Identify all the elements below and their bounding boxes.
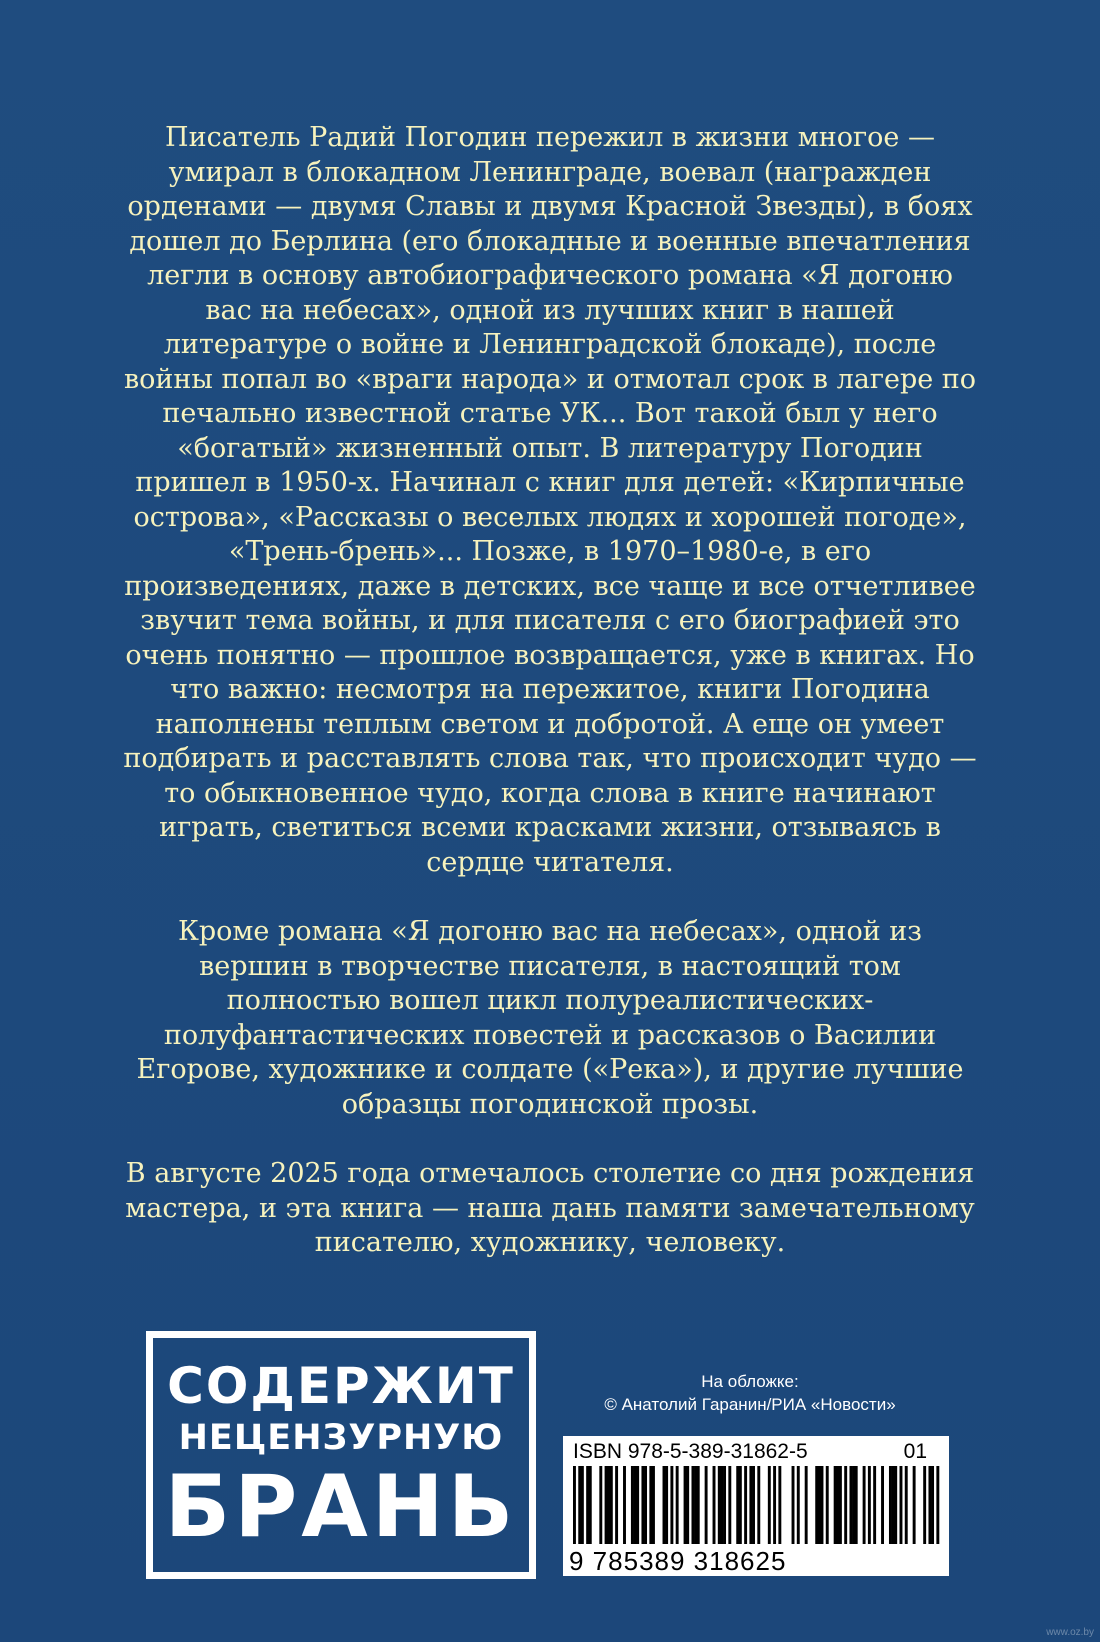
- barcode-bar: [663, 1466, 666, 1544]
- barcode-bar: [757, 1466, 760, 1544]
- description-paragraph-1: Писатель Радий Погодин пережил в жизни многое — умирал в блокадном Ленинграде, воевал (награжден орденами — двумя Славы и двумя Красной Звезды), в боях дошел до Берлина (его блокадные и военные впечатления легли в основу автобиографического романа «Я догоню вас на небесах», одной из лучших книг в нашей литературе о войне и Ленинградской блокаде), после войны попал во «враги народа» и отмотал срок в лагере по печально известной статье УК... Вот такой был у него «богатый» жизненный опыт. В литературу Погодин пришел в 1950-х. Начинал с книг для детей: «Кирпичные острова», «Рассказы о веселых людях и хорошей погоде», «Трень-брень»... Позже, в 1970–1980-е, в его произведениях, даже в детских, все чаще и все отчетливее звучит тема войны, и для писателя с его биографией это очень понятно — прошлое возвращается, уже в книгах. Но что важно: несмотря на пережитое, книги Погодина наполнены теплым светом и добротой. А еще он умеет подбирать и расставлять слова так, что происходит чудо — то обыкновенное чудо, когда слова в книге начинают играть, светиться всеми красками жизни, отзываясь в сердце читателя.: [123, 122, 977, 878]
- barcode-bar: [739, 1466, 742, 1544]
- barcode-bar: [573, 1466, 576, 1544]
- description-paragraph-2: Кроме романа «Я догоню вас на небесах», одной из вершин в творчестве писателя, в настоящий том полностью вошел цикл полуреалистических-полуфантастических повестей и рассказов о Василии Егорове, художнике и солдате («Река»), и другие лучшие образцы погодинской прозы.: [136, 916, 964, 1120]
- barcode-bar: [868, 1466, 871, 1544]
- barcode-bar: [844, 1466, 847, 1544]
- barcode-bar: [931, 1466, 934, 1544]
- barcode-bar: [852, 1466, 855, 1544]
- cover-credit-label: На обложке:: [701, 1372, 799, 1391]
- barcode-bar: [778, 1466, 781, 1544]
- barcode-bar: [605, 1466, 608, 1544]
- barcode-bar: [581, 1466, 584, 1544]
- barcode-bar: [905, 1466, 908, 1544]
- barcode-bar: [636, 1466, 639, 1544]
- barcode-bar: [752, 1466, 755, 1544]
- isbn-text: ISBN 978-5-389-31862-5: [573, 1440, 808, 1463]
- barcode-bar: [718, 1466, 721, 1544]
- barcode-bar: [792, 1466, 795, 1544]
- barcode-bar: [894, 1466, 897, 1544]
- barcode-bar: [834, 1466, 837, 1544]
- barcode-bar: [839, 1466, 842, 1544]
- cover-credit: [560, 1370, 940, 1416]
- barcode-bar: [744, 1466, 747, 1544]
- warning-line-2: НЕЦЕНЗУРНУЮ: [178, 1418, 504, 1458]
- barcode-bar: [736, 1466, 739, 1544]
- barcode-bar: [686, 1466, 689, 1544]
- barcode-bar: [676, 1466, 679, 1544]
- barcode-bar: [749, 1466, 752, 1544]
- barcode-bar: [705, 1466, 708, 1544]
- barcode-bar: [652, 1466, 655, 1544]
- barcode-bar: [881, 1466, 884, 1544]
- barcode-bar: [694, 1466, 697, 1544]
- barcode-bar: [923, 1466, 926, 1544]
- barcode-bar: [797, 1466, 800, 1544]
- barcode-bars: [563, 1466, 949, 1546]
- barcode-bar: [691, 1466, 694, 1544]
- barcode-bar: [913, 1466, 916, 1544]
- description-paragraph-3: В августе 2025 года отмечалось столетие со дня рождения мастера, и эта книга — наша дань памяти замечательному писателю, художнику, человеку.: [125, 1158, 975, 1258]
- barcode-bar: [578, 1466, 581, 1544]
- barcode-bar: [670, 1466, 673, 1544]
- barcode-bar: [586, 1466, 589, 1544]
- warning-line-1: СОДЕРЖИТ: [167, 1357, 515, 1415]
- barcode-bar: [818, 1466, 821, 1544]
- watermark: www.oz.by: [1046, 1627, 1094, 1638]
- barcode-bar: [720, 1466, 723, 1544]
- barcode-bar: [928, 1466, 931, 1544]
- barcode-bar: [665, 1466, 668, 1544]
- isbn-line: [571, 1440, 941, 1464]
- barcode-bar: [589, 1466, 592, 1544]
- barcode-bar: [607, 1466, 610, 1544]
- barcode-digits: 9 785389 318625: [569, 1546, 787, 1576]
- barcode-bar: [615, 1466, 618, 1544]
- barcode-bar: [599, 1466, 602, 1544]
- barcode-bar: [826, 1466, 829, 1544]
- isbn-barcode: [563, 1436, 949, 1576]
- barcode-bar: [644, 1466, 647, 1544]
- barcode-bar: [623, 1466, 626, 1544]
- barcode-bar: [631, 1466, 634, 1544]
- barcode-bar: [773, 1466, 776, 1544]
- barcode-bar: [634, 1466, 637, 1544]
- book-description: [120, 121, 980, 1261]
- barcode-bar: [936, 1466, 939, 1544]
- barcode-bar: [713, 1466, 716, 1544]
- barcode-bar: [836, 1466, 839, 1544]
- isbn-addon: 01: [903, 1440, 927, 1463]
- barcode-bar: [805, 1466, 808, 1544]
- barcode-bar: [610, 1466, 613, 1544]
- barcode-bar: [849, 1466, 852, 1544]
- barcode-bar: [855, 1466, 858, 1544]
- barcode-bar: [863, 1466, 866, 1544]
- barcode-bar: [697, 1466, 700, 1544]
- barcode-bar: [821, 1466, 824, 1544]
- barcode-bar: [684, 1466, 687, 1544]
- profanity-warning-label: [146, 1331, 536, 1579]
- barcode-bar: [900, 1466, 903, 1544]
- warning-line-3: БРАНЬ: [164, 1457, 518, 1557]
- barcode-bar: [768, 1466, 771, 1544]
- barcode-bar: [641, 1466, 644, 1544]
- barcode-bar: [889, 1466, 892, 1544]
- barcode-bar: [815, 1466, 818, 1544]
- barcode-bar: [873, 1466, 876, 1544]
- barcode-bar: [649, 1466, 652, 1544]
- barcode-bar: [892, 1466, 895, 1544]
- cover-credit-author: © Анатолий Гаранин/РИА «Новости»: [604, 1395, 896, 1414]
- barcode-bar: [728, 1466, 731, 1544]
- barcode-bar: [723, 1466, 726, 1544]
